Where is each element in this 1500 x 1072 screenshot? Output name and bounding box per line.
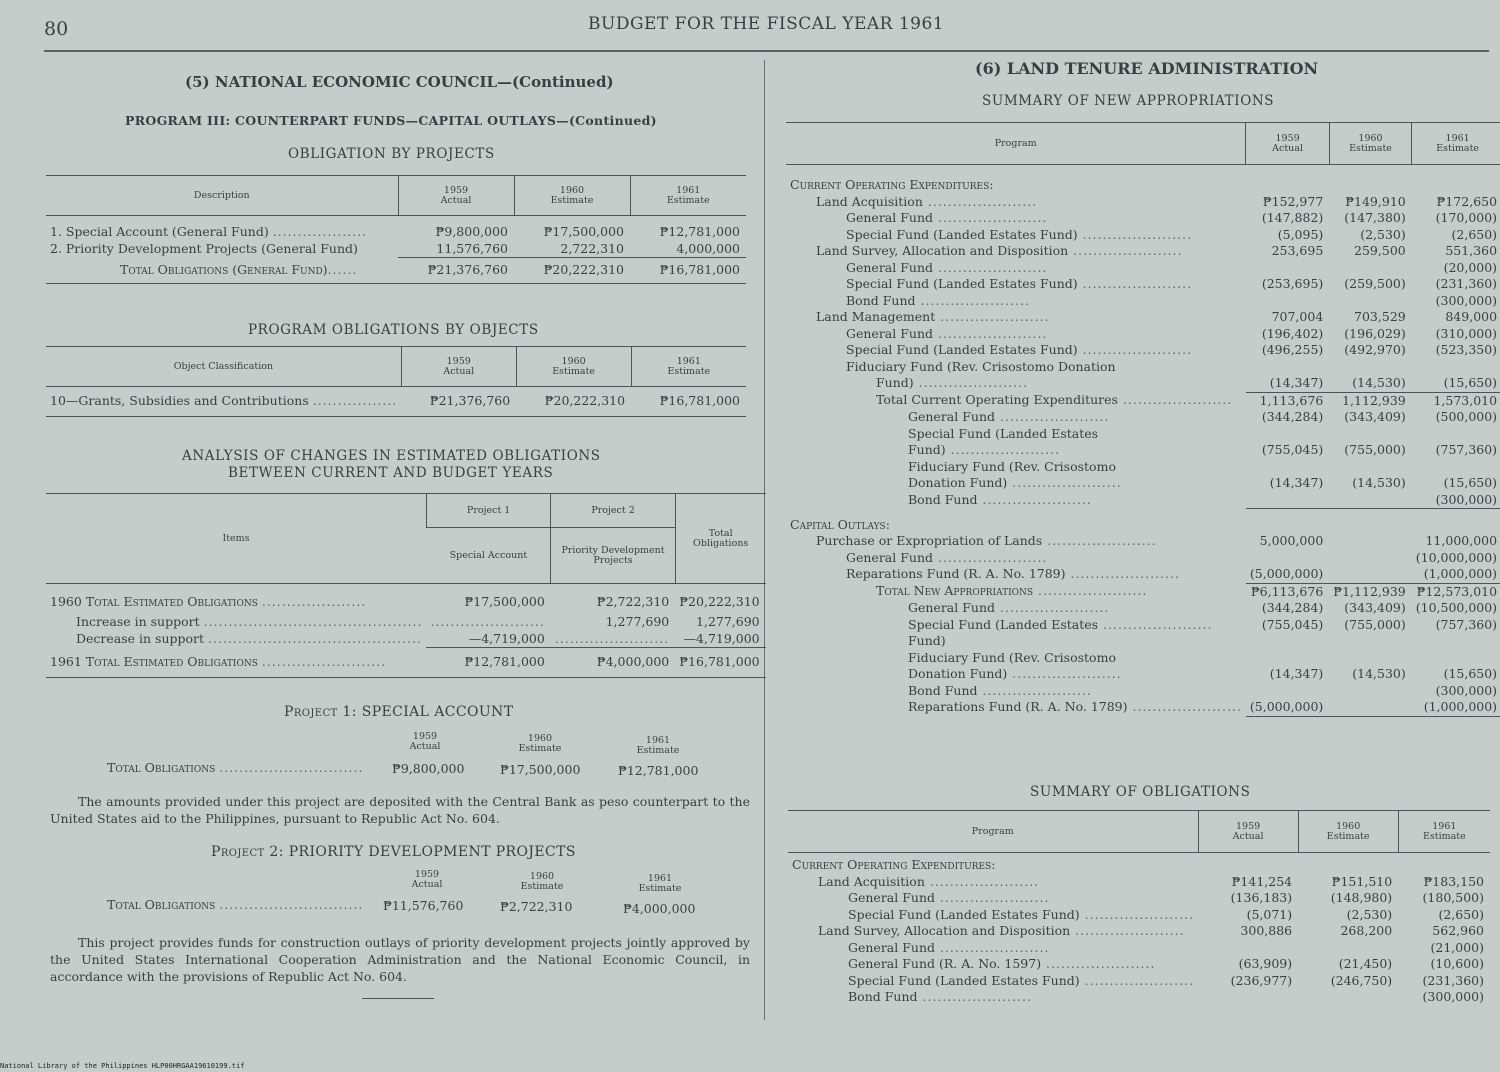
cell-v2 [1329, 426, 1411, 443]
cell-v3: (757,360) [1435, 442, 1498, 457]
cell-v3 [1412, 359, 1500, 376]
running-title: BUDGET FOR THE FISCAL YEAR 1961 [588, 14, 945, 34]
cell-v3: (2,650) [1438, 906, 1484, 922]
cell-v2 [1329, 633, 1411, 650]
cell-v3: (180,500) [1422, 890, 1484, 905]
cell-v2 [1329, 566, 1411, 583]
cell-v3: 11,000,000 [1425, 533, 1498, 548]
p2-value-1961: ₱4,000,000 [623, 901, 696, 916]
table-row: Land Management ...................... 707,004 703,529 849,000 [786, 309, 1500, 326]
cell-v3: (15,650) [1443, 666, 1498, 681]
row-label: Special Fund (Landed Estates [908, 616, 1099, 632]
cell-v1 [1246, 550, 1329, 567]
cell-v1: (14,347) [1269, 475, 1324, 490]
cell-v1: (63,909) [1238, 956, 1293, 971]
row-label: Reparations Fund (R. A. No. 1789) [908, 699, 1128, 715]
cell-v2: (2,530) [1360, 226, 1406, 242]
cell-v3: (310,000) [1435, 325, 1498, 341]
cell-v2: 268,200 [1340, 923, 1393, 938]
cell-v3: 562,960 [1432, 923, 1484, 938]
table-row: Bond Fund ...................... (300,000) [786, 492, 1500, 509]
table-row: Bond Fund ...................... (300,000) [788, 989, 1490, 1006]
row-label: Land Management [816, 309, 936, 324]
cell-v1 [1246, 683, 1329, 700]
cell-v2: (755,000) [1344, 616, 1406, 632]
cell-v3: ₱172,650 [1436, 193, 1498, 209]
row-label: Fiduciary Fund (Rev. Crisostomo [908, 649, 1116, 665]
cell-v1: 5,000,000 [1259, 533, 1324, 548]
table-row: Land Survey, Allocation and Disposition ...................... 253,695 259,500 551,360 [786, 243, 1500, 260]
cell-v1: (755,045) [1261, 616, 1324, 632]
cell-v1 [1198, 857, 1298, 874]
right-section-title: (6) LAND TENURE ADMINISTRATION [975, 59, 1319, 78]
cell-v1: (344,284) [1261, 409, 1324, 424]
table-row: General Fund ...................... (147,882) (147,380) (170,000) [786, 210, 1500, 227]
row-label: General Fund (R. A. No. 1597) [848, 956, 1042, 971]
table-row: 1960 Total Estimated Obligations ..................... ₱17,500,000 ₱2,722,310 ₱20,222,310 [50, 593, 760, 609]
col-items: Items [46, 494, 426, 584]
cell-v3: (231,360) [1422, 972, 1484, 988]
col-special-account: Special Account [426, 528, 550, 584]
cell-v3: (20,000) [1443, 259, 1498, 275]
table-row [788, 857, 1490, 874]
table-row [786, 517, 1500, 534]
obligations-by-objects-caption: PROGRAM OBLIGATIONS BY OBJECTS [248, 322, 539, 338]
program-title: PROGRAM III: COUNTERPART FUNDS—CAPITAL OUTLAYS—(Continued) [125, 113, 657, 128]
table-row: Donation Fund) ...................... (14,347) (14,530) (15,650) [786, 475, 1500, 492]
row-label: Fund) [908, 442, 946, 457]
p2-value-1960: ₱2,722,310 [500, 899, 573, 914]
cell-v2: (147,380) [1344, 210, 1406, 225]
appropriations-caption: SUMMARY OF NEW APPROPRIATIONS [982, 93, 1275, 109]
cell-v2 [1329, 260, 1411, 277]
cell-v3: 551,360 [1445, 243, 1498, 258]
table-row: Special Fund (Landed Estates Fund) ...................... (5,095) (2,530) (2,650) [786, 227, 1500, 244]
cell-v3: (10,500,000) [1415, 600, 1498, 615]
cell-v3: (1,000,000) [1423, 566, 1498, 581]
row-label: Special Fund (Landed Estates Fund) [846, 342, 1078, 357]
cell-v2: (246,750) [1330, 972, 1393, 988]
row-label: Bond Fund [848, 989, 918, 1004]
cell-v1: (5,095) [1277, 226, 1324, 242]
p2-value-1959: ₱11,576,760 [383, 898, 464, 913]
cell-v3 [1412, 650, 1500, 667]
col-1960: 1960 Estimate [514, 176, 630, 216]
cell-v1 [1246, 459, 1329, 476]
table-row-total: 1961 Total Estimated Obligations ......................... ₱12,781,000 ₱4,000,000 ₱16,781,000 [46, 648, 766, 678]
row-label: Special Fund (Landed Estates Fund) [846, 226, 1078, 242]
cell-v1: 1,113,676 [1246, 392, 1329, 409]
cell-v2: 703,529 [1354, 309, 1406, 324]
cell-v1: (136,183) [1230, 890, 1293, 905]
cell-v1: (344,284) [1261, 600, 1324, 615]
row-label: Current Operating Expenditures: [790, 177, 994, 192]
table-row [786, 359, 1500, 376]
cell-v3: (300,000) [1435, 682, 1498, 698]
cell-v1: (496,255) [1261, 342, 1324, 357]
cell-v2: (492,970) [1344, 342, 1406, 357]
row-label: Fiduciary Fund (Rev. Crisostomo Donation [846, 358, 1116, 374]
cell-v2 [1298, 857, 1398, 874]
cell-v3 [1412, 177, 1500, 194]
cell-v2 [1298, 989, 1398, 1006]
cell-v1: (14,347) [1269, 375, 1324, 390]
cell-v3: (231,360) [1435, 276, 1498, 291]
obligation-by-projects-caption: OBLIGATION BY PROJECTS [288, 146, 495, 162]
p1-total-label: Total Obligations ............................. [107, 760, 364, 775]
table-row: Land Survey, Allocation and Disposition ...................... 300,886 268,200 562,960 [788, 923, 1490, 940]
table-row [786, 633, 1500, 650]
row-label: Fund) [876, 375, 914, 391]
cell-v1: (147,882) [1261, 210, 1324, 225]
cell-v2: ₱149,910 [1345, 193, 1406, 209]
row-label: Land Acquisition [816, 193, 923, 209]
cell-v1: ₱6,113,676 [1246, 583, 1329, 600]
cell-v1: 253,695 [1271, 243, 1324, 258]
row-label: General Fund [908, 600, 996, 615]
cell-v1: (5,071) [1246, 906, 1293, 922]
cell-v3 [1398, 857, 1490, 874]
project-2-description: This project provides funds for construction outlays of priority development projects jointly approved by the United States International Cooperation Administration and the National Economic Council, in accordance with the provisions of Republic Act No. 604. [50, 935, 750, 984]
row-label: Purchase or Expropriation of Lands [816, 533, 1043, 548]
cell-v2: (196,029) [1344, 325, 1406, 341]
table-row [786, 177, 1500, 194]
p2-col-1961: 1961 Estimate [638, 873, 682, 894]
cell-v3 [1412, 426, 1500, 443]
p2-total-label: Total Obligations ............................. [107, 897, 364, 912]
cell-v3: (10,000,000) [1415, 549, 1498, 565]
col-project-1: Project 1 [426, 494, 550, 528]
cell-v1 [1198, 940, 1298, 957]
p1-col-1959: 1959 Actual [409, 731, 441, 752]
cell-v1: (236,977) [1230, 972, 1293, 988]
cell-v3: ₱183,150 [1423, 873, 1484, 889]
obligations-table: Program 1959 Actual 1960 Estimate 1961 Estimate Current Operating Expenditures: Land Acquisition ...................... ₱141,254 ₱151,510 ₱183,150 General Fund ...................... (136,183) (148,980) (180,500) Special Fund (Landed Estates Fund) ...................... (5,071) (2,530) (2,650) Land Survey, Allocation and Disposition ...................... 300,886 268,200 562,960 General Fund ...................... (21,000) General Fund (R. A. No. 1597) ...................... (63,909) (21,450) (10,600) Special Fund (Landed Estates Fund) ...................... (236,977) (246,750) (231,360) Bond Fund ...................... (300,000) [788, 810, 1490, 1006]
cell-v2 [1329, 699, 1411, 716]
cell-v3: (757,360) [1435, 616, 1498, 632]
table-row: Donation Fund) ...................... (14,347) (14,530) (15,650) [786, 666, 1500, 683]
cell-v1 [1246, 633, 1329, 650]
table-row: Decrease in support ........................................... —4,719,000 ....................... —4,719,000 [46, 631, 766, 648]
cell-v1: (5,000,000) [1249, 566, 1324, 581]
obligation-by-projects-table [46, 175, 746, 284]
cell-v2: 1,112,939 [1329, 392, 1411, 409]
cell-v2 [1329, 177, 1411, 194]
table-row: Total New Appropriations ...................... ₱6,113,676 ₱1,112,939 ₱12,573,010 [786, 583, 1500, 600]
table-row-total: Total Obligations (General Fund)...... ₱21,376,760 ₱20,222,310 ₱16,781,000 [46, 258, 746, 284]
cell-v1: 300,886 [1240, 923, 1293, 938]
row-label: Fiduciary Fund (Rev. Crisostomo [908, 458, 1116, 474]
table-row: Purchase or Expropriation of Lands ...................... 5,000,000 11,000,000 [786, 533, 1500, 550]
analysis-caption-1: ANALYSIS OF CHANGES IN ESTIMATED OBLIGATIONS [182, 448, 601, 464]
table-row: Bond Fund ...................... (300,000) [786, 683, 1500, 700]
table-row [786, 426, 1500, 443]
cell-v2 [1329, 683, 1411, 700]
project-1-description: The amounts provided under this project are deposited with the Central Bank as peso counterpart to the United States aid to the Philippines, pursuant to Republic Act No. 604. [50, 794, 750, 826]
cell-v1: 707,004 [1271, 309, 1324, 324]
row-label: General Fund [846, 210, 934, 225]
table-row: Fund) ...................... (755,045) (755,000) (757,360) [786, 442, 1500, 459]
cell-v3: ₱12,573,010 [1412, 583, 1500, 600]
row-label: Land Acquisition [818, 873, 925, 889]
row-label: Land Survey, Allocation and Disposition [818, 923, 1071, 938]
row-label: Bond Fund [908, 491, 978, 507]
p2-col-1959: 1959 Actual [411, 869, 443, 890]
cell-v1 [1246, 359, 1329, 376]
cell-v1: (196,402) [1261, 325, 1324, 341]
cell-v2: 259,500 [1354, 243, 1406, 258]
cell-v2 [1329, 517, 1411, 534]
cell-v2 [1329, 293, 1411, 310]
table-row: Land Acquisition ...................... ₱152,977 ₱149,910 ₱172,650 [786, 194, 1500, 211]
cell-v2 [1329, 550, 1411, 567]
cell-v1 [1246, 260, 1329, 277]
table-row [786, 459, 1500, 476]
table-row: Fund) ...................... (14,347) (14,530) (15,650) [786, 375, 1500, 392]
table-row: Bond Fund ...................... (300,000) [786, 293, 1500, 310]
cell-v2: (14,530) [1352, 666, 1406, 681]
obligations-by-objects-table: Object Classification 1959 Actual 1960 Estimate 1961 Estimate 10—Grants, Subsidies and Contributions ................. ₱21,376,760 ₱20,222,310 ₱16,781,000 [46, 346, 746, 417]
cell-v3: (15,650) [1443, 375, 1498, 390]
row-label: General Fund [908, 409, 996, 424]
table-row: 10—Grants, Subsidies and Contributions ................. ₱21,376,760 ₱20,222,310 ₱16,781,000 [46, 387, 746, 417]
cell-v2 [1329, 459, 1411, 476]
table-row: 2. Priority Development Projects (General Fund) 11,576,760 2,722,310 4,000,000 [46, 241, 746, 258]
cell-v1 [1246, 650, 1329, 667]
table-row: General Fund ...................... (196,402) (196,029) (310,000) [786, 326, 1500, 343]
table-row: General Fund ...................... (20,000) [786, 260, 1500, 277]
p1-value-1960: ₱17,500,000 [500, 762, 581, 777]
row-label: Total Current Operating Expenditures [876, 392, 1118, 408]
cell-v2: (14,530) [1352, 475, 1406, 490]
col-priority-development: Priority Development Projects [551, 528, 675, 584]
cell-v3: (21,000) [1430, 939, 1484, 955]
row-label: General Fund [848, 939, 936, 955]
cell-v2: ₱151,510 [1331, 873, 1393, 889]
table-row: Special Fund (Landed Estates Fund) ...................... (236,977) (246,750) (231,360) [788, 973, 1490, 990]
cell-v1: (5,000,000) [1246, 699, 1329, 716]
row-label: General Fund [846, 325, 934, 341]
project-1-title: Project 1: SPECIAL ACCOUNT [284, 704, 514, 720]
col-total-obligations: Total Obligations [675, 494, 765, 584]
row-label: Capital Outlays: [790, 516, 890, 532]
row-label: Bond Fund [908, 682, 978, 698]
cell-v1: ₱141,254 [1231, 873, 1293, 889]
scan-footer: National Library of the Philippines HLP00HRGAA19610199.tif [0, 1062, 245, 1070]
p2-col-1960: 1960 Estimate [520, 871, 564, 892]
cell-v1: (14,347) [1269, 666, 1324, 681]
row-label: Special Fund (Landed Estates Fund) [848, 906, 1080, 922]
table-row: Increase in support ............................................ ....................... 1,277,690 1,277,690 [76, 614, 760, 629]
table-row [786, 650, 1500, 667]
cell-v2: (2,530) [1346, 906, 1393, 922]
table-row: Land Acquisition ...................... ₱141,254 ₱151,510 ₱183,150 [788, 874, 1490, 891]
col-project-2: Project 2 [551, 494, 675, 528]
obligations-caption: SUMMARY OF OBLIGATIONS [1030, 784, 1251, 800]
table-row: General Fund ...................... (136,183) (148,980) (180,500) [788, 890, 1490, 907]
row-label: Donation Fund) [908, 666, 1008, 681]
row-label: Special Fund (Landed Estates [908, 425, 1099, 441]
analysis-caption-2: BETWEEN CURRENT AND BUDGET YEARS [228, 465, 554, 481]
row-label: Special Fund (Landed Estates Fund) [846, 276, 1078, 291]
row-label: Total New Appropriations [876, 583, 1034, 599]
cell-v2 [1298, 940, 1398, 957]
header-rule [44, 50, 1489, 52]
left-section-title: (5) NATIONAL ECONOMIC COUNCIL—(Continued) [185, 73, 614, 91]
col-1959: 1959 Actual [398, 176, 514, 216]
row-label: Current Operating Expenditures: [792, 857, 996, 872]
p1-value-1959: ₱9,800,000 [392, 761, 465, 776]
cell-v3: (300,000) [1435, 292, 1498, 308]
table-row: Special Fund (Landed Estates Fund) ...................... (253,695) (259,500) (231,360) [786, 276, 1500, 293]
table-row: General Fund ...................... (10,000,000) [786, 550, 1500, 567]
table-row: General Fund (R. A. No. 1597) ...................... (63,909) (21,450) (10,600) [788, 956, 1490, 973]
cell-v3: (1,000,000) [1412, 699, 1500, 716]
cell-v1: (755,045) [1261, 442, 1324, 457]
p1-value-1961: ₱12,781,000 [618, 763, 699, 778]
cell-v3: 849,000 [1445, 309, 1498, 324]
col-program: Program [786, 123, 1246, 165]
cell-v3: (300,000) [1412, 492, 1500, 509]
table-row: Reparations Fund (R. A. No. 1789) ...................... (5,000,000) (1,000,000) [786, 566, 1500, 583]
col-description: Description [46, 176, 398, 216]
cell-v1 [1198, 989, 1298, 1006]
row-label: Land Survey, Allocation and Disposition [816, 243, 1069, 258]
p1-col-1960: 1960 Estimate [518, 733, 562, 754]
cell-v1 [1246, 492, 1329, 509]
cell-v3: (500,000) [1435, 409, 1498, 424]
table-row: Reparations Fund (R. A. No. 1789) ...................... (5,000,000) (1,000,000) [786, 699, 1500, 716]
cell-v2: (343,409) [1344, 600, 1406, 615]
cell-v2 [1329, 650, 1411, 667]
cell-v2: (21,450) [1338, 956, 1393, 971]
table-row: Special Fund (Landed Estates Fund) ...................... (5,071) (2,530) (2,650) [788, 907, 1490, 924]
cell-v2: (14,530) [1352, 375, 1406, 390]
col-1961: 1961 Estimate [630, 176, 746, 216]
cell-v3: (10,600) [1430, 956, 1484, 971]
table-row: General Fund ...................... (344,284) (343,409) (500,000) [786, 409, 1500, 426]
cell-v3: 1,573,010 [1412, 392, 1500, 409]
table-row: General Fund ...................... (21,000) [788, 940, 1490, 957]
cell-v2 [1329, 492, 1411, 509]
cell-v2: (343,409) [1344, 409, 1406, 424]
table-row: Special Fund (Landed Estates Fund) ...................... (496,255) (492,970) (523,350) [786, 342, 1500, 359]
cell-v2 [1329, 359, 1411, 376]
analysis-table [46, 493, 766, 678]
cell-v2 [1329, 533, 1411, 550]
page-number: 80 [44, 18, 69, 40]
cell-v3 [1412, 459, 1500, 476]
table-row: Special Fund (Landed Estates ...................... (755,045) (755,000) (757,360) [786, 617, 1500, 634]
cell-v3: (523,350) [1435, 342, 1498, 357]
row-label: Donation Fund) [908, 475, 1008, 490]
row-label: Bond Fund [846, 292, 916, 308]
cell-v1: (253,695) [1261, 276, 1324, 291]
end-rule [362, 998, 434, 999]
row-label: General Fund [846, 549, 934, 565]
table-row: Total Current Operating Expenditures ...................... 1,113,676 1,112,939 1,573,010 [786, 392, 1500, 409]
cell-v1 [1246, 293, 1329, 310]
table-row: General Fund ...................... (344,284) (343,409) (10,500,000) [786, 600, 1500, 617]
col-program: Program [788, 811, 1198, 853]
cell-v2: (259,500) [1344, 276, 1406, 291]
p1-col-1961: 1961 Estimate [636, 735, 680, 756]
cell-v3 [1412, 517, 1500, 534]
row-label: Fund) [908, 633, 946, 648]
cell-v1 [1246, 426, 1329, 443]
cell-v2: (148,980) [1330, 890, 1393, 905]
row-label: Reparations Fund (R. A. No. 1789) [846, 566, 1066, 582]
cell-v2: (755,000) [1344, 442, 1406, 457]
cell-v1 [1246, 177, 1329, 194]
row-label: General Fund [846, 259, 934, 275]
col-object-classification: Object Classification [46, 347, 401, 387]
cell-v1 [1246, 517, 1329, 534]
appropriations-table: Program 1959 Actual 1960 Estimate 1961 Estimate Current Operating Expenditures: Land Acquisition ...................... ₱152,977 ₱149,910 ₱172,650 General Fund ...................... (147,882) (147,380) (170,000) Special Fund (Landed Estates Fund) ...................... (5,095) (2,530) (2,650) Land Survey, Allocation and Disposition ...................... 253,695 259,500 551,360 General Fund ...................... (20,000) Special Fund (Landed Estates Fund) ...................... (253,695) (259,500) (231,360) Bond Fund ...................... (300,000) Land Management ...................... 707,004 703,529 849,000 General Fund ...................... (196,402) (196,029) (310,000) Special Fund (Landed Estates Fund) ...................... (496,255) (492,970) (523,350) Fiduciary Fund (Rev. Crisostomo Donation Fund) ...................... (14,347) (14,530) (15,650) Total Current Operating Expenditures ...................... 1,113,676 1,112,939 1,573,010 General Fund ...................... (344,284) (343,409) (500,000) Special Fund (Landed Estates Fund) ...................... (755,045) (755,000) (757,360) Fiduciary Fund (Rev. Crisostomo Donation Fund) ...................... (14,347) (14,530) (15,650) Bond Fund ...................... (300,000) Capital Outlays: Purchase or Expropriation of Lands ...................... 5,000,000 11,000,000 General Fund ...................... (10,000,000) Reparations Fund (R. A. No. 1789) ...................... (5,000,000) (1,000,000) Total New Appropriations ...................... ₱6,113,676 ₱1,112,939 ₱12,573,010 General Fund ...................... (344,284) (343,409) (10,500,000) Special Fund (Landed Estates ...................... (755,045) (755,000) (757,360) Fund) Fiduciary Fund (Rev. Crisostomo Donation Fund) ...................... (14,347) (14,530) (15,650) Bond Fund ...................... (300,000) Reparations Fund (R. A. No. 1789) ...................... (5,000,000) (1,000,000) [786, 122, 1500, 717]
project-2-title: Project 2: PRIORITY DEVELOPMENT PROJECTS [211, 844, 576, 860]
cell-v1: ₱152,977 [1262, 193, 1324, 209]
cell-v3: (2,650) [1451, 226, 1498, 242]
row-label: Special Fund (Landed Estates Fund) [848, 972, 1080, 988]
table-row: 1. Special Account (General Fund) ................... ₱9,800,000 ₱17,500,000 ₱12,781,000 [50, 224, 740, 239]
cell-v3: (300,000) [1422, 989, 1484, 1004]
cell-v3: (15,650) [1443, 475, 1498, 490]
cell-v2: ₱1,112,939 [1329, 583, 1411, 600]
row-label: General Fund [848, 890, 936, 905]
cell-v3 [1412, 633, 1500, 650]
cell-v3: (170,000) [1435, 210, 1498, 225]
